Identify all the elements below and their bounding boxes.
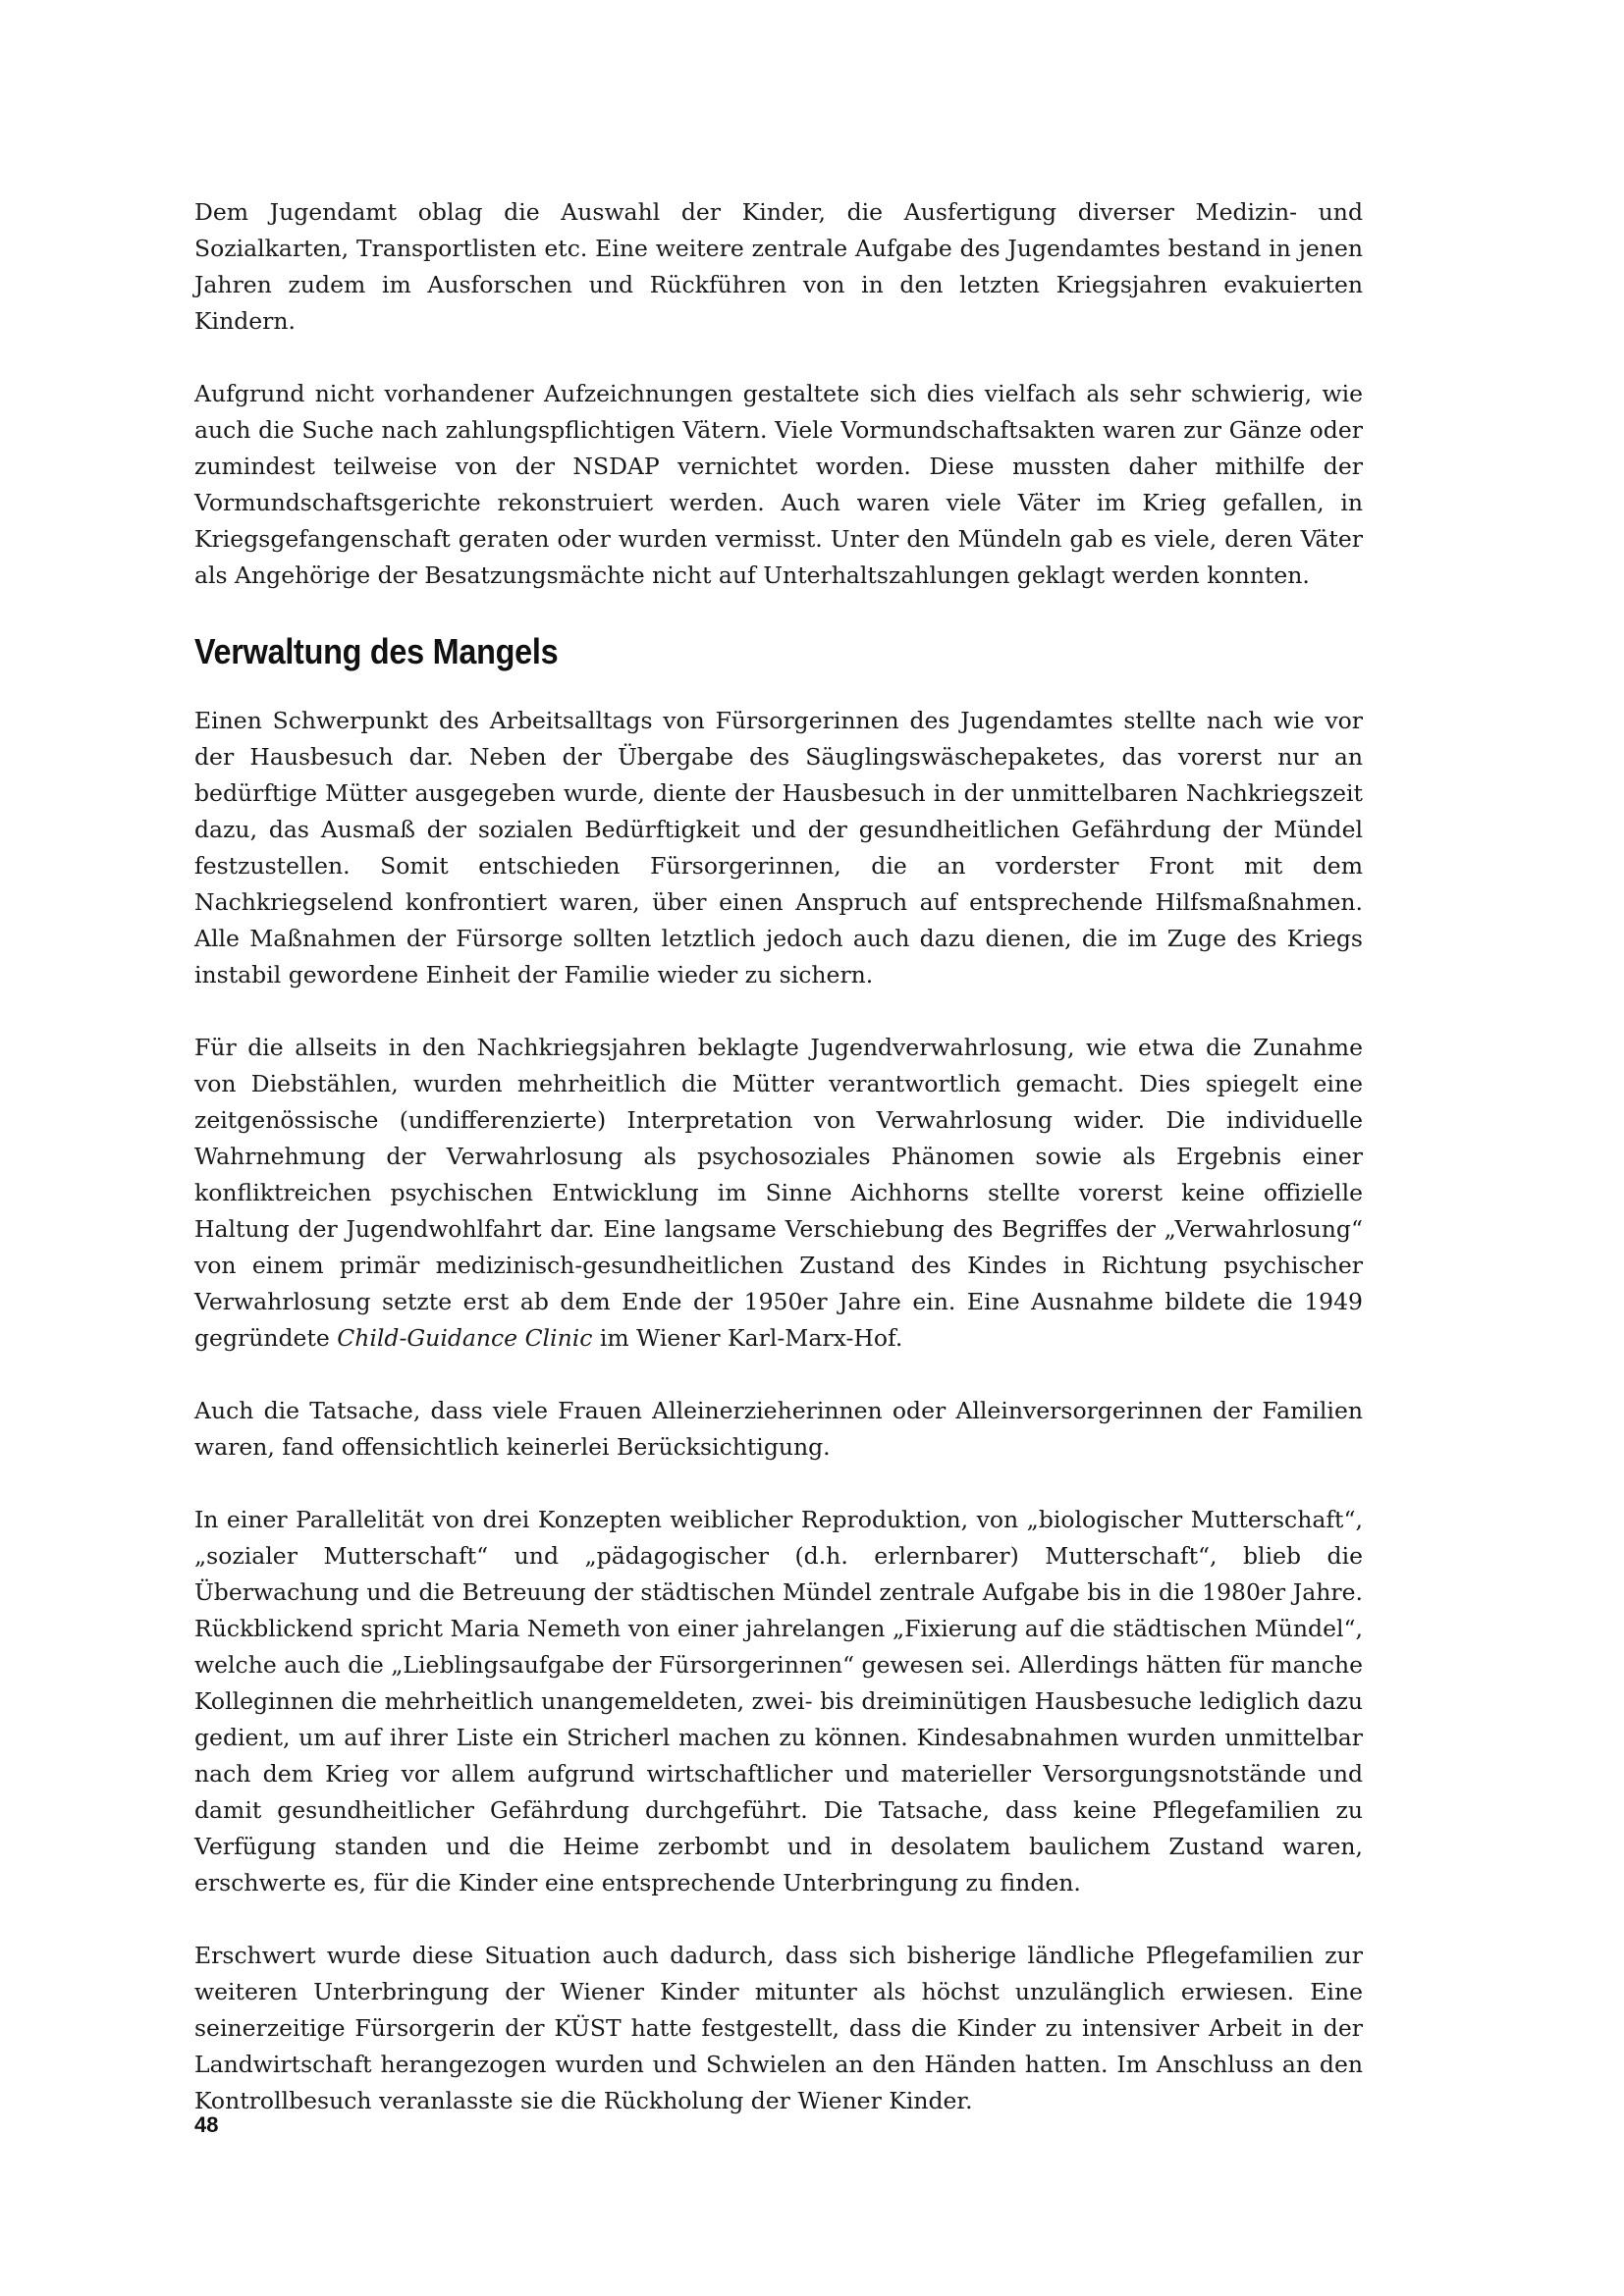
paragraph-jugendamt: Dem Jugendamt oblag die Auswahl der Kinder, die Ausfertigung diverser Medizin- und Sozialkarten, Transportlisten etc. Eine weitere zentrale Aufgabe des Jugendamtes bestand in jenen Jahren zudem im Ausforschen und Rückführen von in den letzten Kriegsjahren evakuierten Kindern.: [194, 198, 1363, 335]
paragraph-alleinerzieherinnen: Auch die Tatsache, dass viele Frauen Alleinerzieherinnen oder Alleinversorgerinnen der Familien waren, fand offensichtlich keinerlei Berücksichtigung.: [194, 1397, 1363, 1461]
page-body: [194, 194, 1363, 2156]
section-heading: Verwaltung des Mangels: [194, 631, 559, 671]
paragraph-aufzeichnungen: Aufgrund nicht vorhandener Aufzeichnungen gestaltete sich dies vielfach als sehr schwierig, wie auch die Suche nach zahlungspflichtigen Vätern. Viele Vormundschaftsakten waren zur Gänze oder zumindest teilweise von der NSDAP vernichtet worden. Diese mussten daher mithilfe der Vormundschaftsgerichte rekonstruiert werden. Auch waren viele Väter im Krieg gefallen, in Kriegsgefangenschaft geraten oder wurden vermisst. Unter den Mündeln gab es viele, deren Väter als Angehörige der Besatzungsmächte nicht auf Unterhaltszahlungen geklagt werden konnten.: [194, 380, 1363, 589]
paragraph-hausbesuch: Einen Schwerpunkt des Arbeitsalltags von Fürsorgerinnen des Jugendamtes stellte nach wie vor der Hausbesuch dar. Neben der Übergabe des Säuglingswäschepaketes, das vorerst nur an bedürftige Mütter ausgegeben wurde, diente der Hausbesuch in der unmittelbaren Nachkriegszeit dazu, das Ausmaß der sozialen Bedürftigkeit und der gesundheitlichen Gefährdung der Mündel festzustellen. Somit entschieden Fürsorgerinnen, die an vorderster Front mit dem Nachkriegselend konfrontiert waren, über einen Anspruch auf entsprechende Hilfsmaßnahmen. Alle Maßnahmen der Fürsorge sollten letztlich jedoch auch dazu dienen, die im Zuge des Kriegs instabil gewordene Einheit der Familie wieder zu sichern.: [194, 707, 1363, 988]
paragraph-pflegefamilien: Erschwert wurde diese Situation auch dadurch, dass sich bisherige ländliche Pflegefamilien zur weiteren Unterbringung der Wiener Kinder mitunter als höchst unzulänglich erwiesen. Eine seinerzeitige Fürsorgerin der KÜST hatte festgestellt, dass die Kinder zu intensiver Arbeit in der Landwirtschaft herangezogen wurden und Schwielen an den Händen hatten. Im Anschluss an den Kontrollbesuch veranlasste sie die Rückholung der Wiener Kinder.: [194, 1942, 1363, 2114]
paragraph-jugendverwahrlosung-text: Für die allseits in den Nachkriegsjahren beklagte Jugendverwahrlosung, wie etwa die Zunahme von Diebstählen, wurden mehrheitlich die Mütter verantwortlich gemacht. Dies spiegelt eine zeitgenössische (undifferenzierte) Interpretation von Verwahrlosung wider. Die individuelle Wahrnehmung der Verwahrlosung als psychosoziales Phänomen sowie als Ergebnis einer konfliktreichen psychischen Entwicklung im Sinne Aichhorns stellte vorerst keine offizielle Haltung der Jugendwohlfahrt dar. Eine langsame Verschiebung des Begriffes der „Verwahrlosung“ von einem primär medizinisch-gesundheitlichen Zustand des Kindes in Richtung psychischer Verwahrlosung setzte erst ab dem Ende der 1950er Jahre ein. Eine Ausnahme bildete die 1949 gegründete: [194, 1034, 1363, 1352]
clinic-name-italic: Child-Guidance Clinic: [337, 1324, 593, 1352]
page-number: 48: [194, 2112, 219, 2137]
paragraph-mutterschaft: In einer Parallelität von drei Konzepten weiblicher Reproduktion, von „biologischer Mutterschaft“, „sozialer Mutterschaft“ und „pädagogischer (d.h. erlernbarer) Mutterschaft“, blieb die Überwachung und die Betreuung der städtischen Mündel zentrale Aufgabe bis in die 1980er Jahre. Rückblickend spricht Maria Nemeth von einer jahrelangen „Fixierung auf die städtischen Mündel“, welche auch die „Lieblingsaufgabe der Fürsorgerinnen“ gewesen sei. Allerdings hätten für manche Kolleginnen die mehrheitlich unangemeldeten, zwei- bis dreiminütigen Hausbesuche lediglich dazu gedient, um auf ihrer Liste ein Stricherl machen zu können. Kindesabnahmen wurden unmittelbar nach dem Krieg vor allem aufgrund wirtschaftlicher und materieller Versorgungsnotstände und damit gesundheitlicher Gefährdung durchgeführt. Die Tatsache, dass keine Pflegefamilien zu Verfügung standen und die Heime zerbombt und in desolatem baulichem Zustand waren, erschwerte es, für die Kinder eine entsprechende Unterbringung zu finden.: [194, 1506, 1363, 1896]
paragraph-jugendverwahrlosung: [194, 1030, 1363, 1357]
paragraph-jugendverwahrlosung-end: im Wiener Karl-Marx-Hof.: [592, 1324, 903, 1352]
